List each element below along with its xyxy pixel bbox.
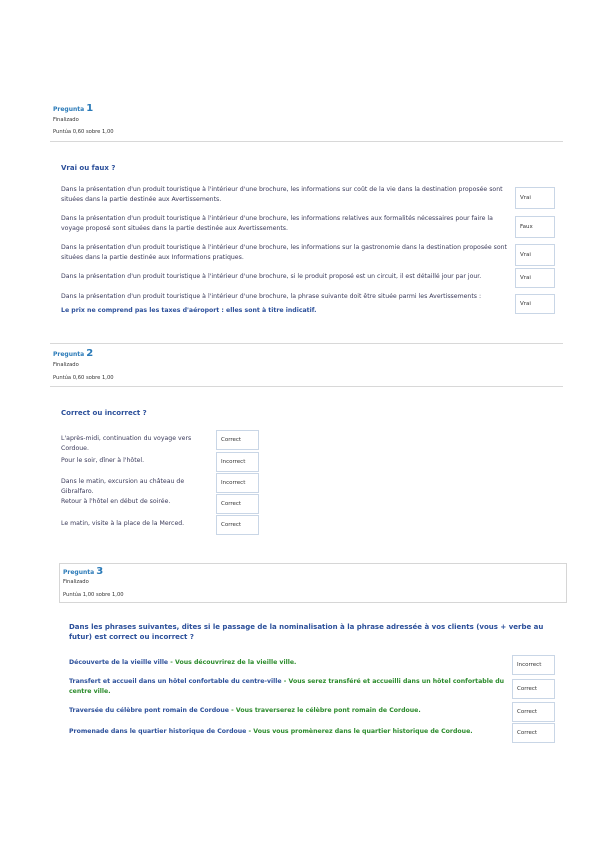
q2-score: Puntúa 0,60 sobre 1,00 — [53, 375, 114, 381]
q1-number: 1 — [86, 103, 94, 114]
q3-score: Puntúa 1,00 sobre 1,00 — [63, 592, 124, 598]
q2-item-4-text: Retour à l'hôtel en début de soirée. — [61, 498, 171, 505]
q3-item-1-text — [69, 658, 509, 668]
q1-status: Finalizado — [53, 117, 79, 123]
q1-heading — [53, 103, 93, 114]
q2-divider — [50, 386, 563, 387]
q1-item-1-answer[interactable]: Vrai — [515, 187, 555, 209]
q1-divider — [50, 141, 563, 142]
q2-status: Finalizado — [53, 362, 79, 368]
q1-item-3-text: Dans la présentation d'un produit touristique à l'intérieur d'une brochure, les informations sur la gastronomie dans la destination proposée sont situées dans la partie destinée aux Informations pratiques. — [61, 244, 507, 261]
q3-status: Finalizado — [63, 579, 89, 585]
q3-item-1-phrase: Vous découvrirez de la vieille ville. — [175, 659, 297, 666]
q3-item-1-answer[interactable]: Incorrect — [512, 655, 555, 675]
q1-item-4-text: Dans la présentation d'un produit touristique à l'intérieur d'une brochure, si le produit proposé est un circuit, il est détaillé jour par jour. — [61, 273, 482, 280]
q2-item-4-answer[interactable]: Correct — [216, 494, 259, 514]
q2-top-divider — [50, 343, 563, 344]
q2-item-5-text: Le matin, visite à la place de la Merced. — [61, 520, 185, 527]
q3-info-panel — [59, 563, 567, 603]
q1-item-2-text: Dans la présentation d'un produit touristique à l'intérieur d'une brochure, les informations relatives aux formalités nécessaires pour faire la voyage proposé sont situées dans la partie destinée aux Avertissements. — [61, 215, 493, 232]
q1-title: Vrai ou faux ? — [61, 164, 116, 172]
q3-item-3-answer[interactable]: Correct — [512, 702, 555, 722]
q3-title: Dans les phrases suivantes, dites si le passage de la nominalisation à la phrase adressée à vos clients (vous + verbe au futur) est correct ou incorrect ? — [69, 623, 544, 641]
q1-item-4-answer[interactable]: Vrai — [515, 268, 555, 288]
q2-item-1-answer[interactable]: Correct — [216, 430, 259, 450]
q2-item-2-answer[interactable]: Incorrect — [216, 452, 259, 472]
q2-heading — [53, 348, 93, 359]
q2-number: 2 — [86, 348, 94, 359]
q3-item-2-phrase: Vous serez transféré et accueilli dans un hôtel confortable du centre ville. — [69, 678, 505, 695]
q1-item-2-answer[interactable]: Faux — [515, 216, 555, 238]
q3-label: Pregunta — [63, 569, 95, 576]
q1-label: Pregunta — [53, 106, 85, 113]
q3-number: 3 — [96, 566, 104, 577]
q1-item-3-answer[interactable]: Vrai — [515, 244, 555, 266]
q1-item-5-answer[interactable]: Vrai — [515, 294, 555, 314]
q1-item-5-text: Dans la présentation d'un produit touristique à l'intérieur d'une brochure, la phrase suivante doit être située parmi les Avertissements : — [61, 293, 482, 300]
q3-item-3-sep: - — [229, 707, 236, 714]
q3-item-3-phrase: Vous traverserez le célèbre pont romain de Cordoue. — [235, 707, 421, 714]
q2-item-1-text: L'après-midi, continuation du voyage vers Cordoue. — [61, 435, 192, 452]
q3-item-3-nominal: Traversée du célèbre pont romain de Cordoue — [69, 707, 229, 714]
q3-item-4-text — [69, 727, 509, 737]
q3-item-2-text — [69, 677, 509, 697]
q3-item-4-sep: - — [246, 728, 254, 735]
q3-item-1-nominal: Découverte de la vieille ville — [69, 659, 169, 666]
q3-item-2-nominal: Transfert et accueil dans un hôtel confortable du centre-ville — [69, 678, 282, 685]
q3-item-2-sep: - — [281, 678, 289, 685]
q3-item-1-sep: - — [168, 659, 176, 666]
q2-title: Correct ou incorrect ? — [61, 409, 147, 417]
q3-item-2-answer[interactable]: Correct — [512, 679, 555, 699]
q2-item-2-text: Pour le soir, dîner à l'hôtel. — [61, 457, 145, 464]
q3-item-4-answer[interactable]: Correct — [512, 723, 555, 743]
q3-item-4-phrase: Vous vous promènerez dans le quartier historique de Cordoue. — [253, 728, 473, 735]
q2-item-5-answer[interactable]: Correct — [216, 515, 259, 535]
q2-label: Pregunta — [53, 351, 85, 358]
q3-heading — [63, 566, 103, 577]
q1-item-5-extra: Le prix ne comprend pas les taxes d'aéroport : elles sont à titre indicatif. — [61, 307, 317, 314]
q3-item-4-nominal: Promenade dans le quartier historique de Cordoue — [69, 728, 247, 735]
q2-item-3-answer[interactable]: Incorrect — [216, 473, 259, 493]
q3-item-3-text — [69, 706, 509, 716]
q2-item-3-text: Dans le matin, excursion au château de Gibralfaro. — [61, 478, 185, 495]
q1-score: Puntúa 0,60 sobre 1,00 — [53, 129, 114, 135]
q1-item-1-text: Dans la présentation d'un produit touristique à l'intérieur d'une brochure, les informations sur coût de la vie dans la destination proposée sont situées dans la partie destinée aux Avertissements. — [61, 186, 503, 203]
